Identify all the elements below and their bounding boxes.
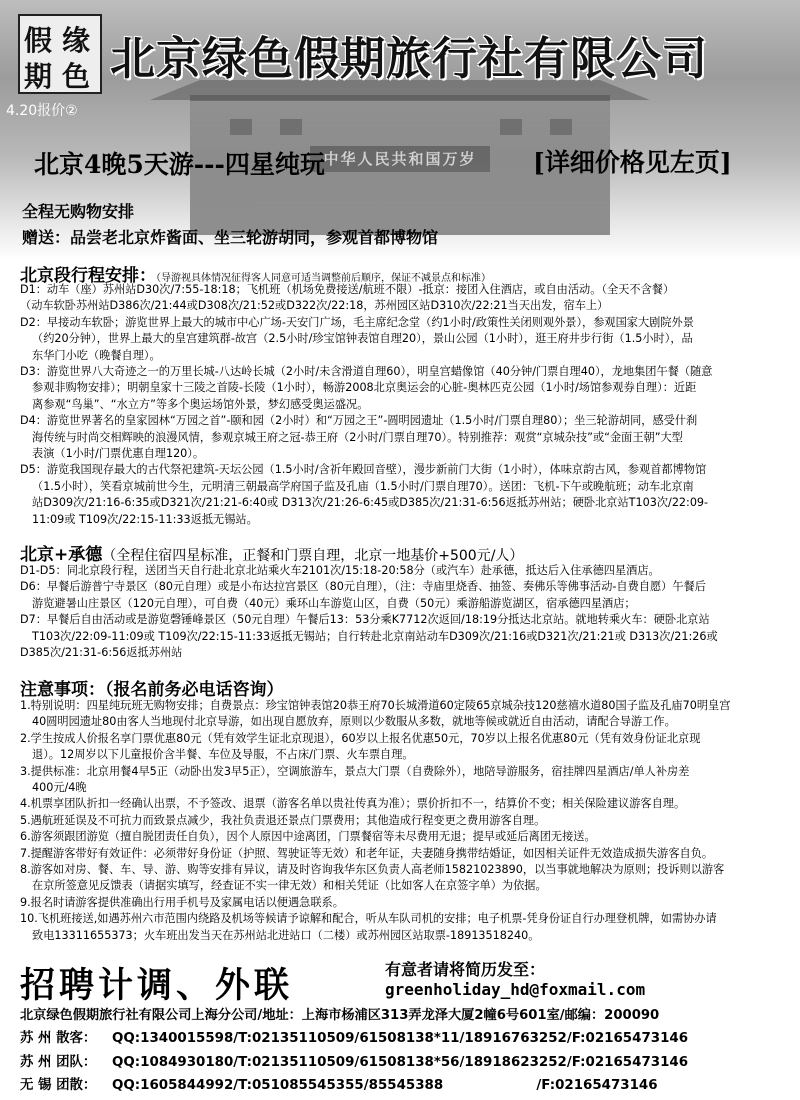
svg-text:色: 色 — [62, 60, 91, 92]
text-line: D1：动车（座）苏州站D30次/7:55-18:18；飞机班（机场免费接送/航班不限）-抵京：接团入住酒店，或自由活动。（全天不含餐） — [20, 283, 675, 296]
text-line: （约20分钟），世界上最大的皇宫建筑群-故宫（2.5小时/珍宝馆钟表馆自理20），景山公园（1小时），逛王府井步行街（1.5小时），品 — [32, 332, 693, 346]
text-line: 3.提供标准：北京用餐4早5正（动卧出发3早5正），空调旅游车，景点大门票（自费除外），地陪导游服务，宿挂牌四星酒店/单人补房差 — [20, 764, 690, 778]
text-line: 400元/4晚 — [32, 781, 87, 795]
gate-window — [550, 119, 572, 135]
text-line: 10.飞机班接送,如遇苏州六市范围内绕路及机场等候请予谅解和配合，听从车队司机的安排；电子机票-凭身份证自行办理登机牌，如需协办请 — [20, 912, 717, 926]
notice-title: 注意事项：（报名前务必电话咨询） — [20, 680, 284, 700]
text-line: （1.5小时），笑看京城前世今生，元明清三朝最高学府国子监及孔庙（1.5小时/门票自理70）。送团：飞机-下午或晚航班；动车北京南 — [32, 479, 694, 493]
text-line: D4：游览世界著名的皇家园林“万园之首”-颐和园（2小时）和“万园之王”-圆明园遗址（1.5小时/门票自理80）；坐三轮游胡同，感受什刹 — [20, 414, 698, 428]
chengde-section-title — [20, 540, 523, 565]
company-logo — [18, 14, 102, 94]
beijing-note: （导游视具体情况征得客人同意可适当调整前后顺序，保证不减景点和标准） — [156, 273, 491, 284]
contact-row — [20, 1074, 658, 1093]
gate-window — [500, 119, 522, 135]
text-line: D5：游览我国现存最大的古代祭祀建筑-天坛公园（1.5小时/含祈年殿回音壁），漫步新前门大街（1小时），体味京韵古风，参观首都博物馆 — [20, 463, 707, 477]
gate-window — [280, 119, 302, 135]
beijing-itinerary — [20, 282, 790, 528]
tour-title: 北京4晚5天游---四星纯玩 — [34, 150, 325, 179]
text-line: 退）。12周岁以下儿童报价含半餐、车位及导服，不占床/门票、火车票自理。 — [32, 748, 414, 762]
text-line: 1.特别说明：四星纯玩班无购物安排；自费景点：珍宝馆钟表馆20恭王府70长城滑道60定陵65京城杂技120慈禧水道80国子监及孔庙70明皇宫 — [20, 699, 731, 712]
text-line: 表演（1小时/门票优惠自理120）。 — [32, 447, 205, 461]
text-line: D3：游览世界八大奇迹之一的万里长城-八达岭长城（2小时/未含滑道自理60），明皇宫蜡像馆（40分钟/门票自理40），龙地集团午餐（随意 — [20, 365, 713, 379]
text-line: 4.机票享团队折扣一经确认出票，不予签改、退票（游客名单以贵社传真为准）；票价折扣不一，结算价不变；相关保险建议游客自理。 — [20, 797, 686, 811]
chengde-itinerary — [20, 563, 790, 661]
text-line: 9.报名时请游客提供准确出行用手机号及家属电话以便遇急联系。 — [20, 895, 344, 909]
logo-seal-icon — [20, 16, 100, 92]
svg-text:缘: 缘 — [62, 24, 91, 57]
contact-label: 无 锡 团散： — [20, 1078, 97, 1093]
contact-row — [20, 1051, 688, 1070]
no-shopping-note: 全程无购物安排 — [22, 202, 135, 221]
price-note: [详细价格见左页] — [533, 148, 732, 177]
notice-section-title — [20, 675, 284, 700]
text-line: T103次/22:09-11:09或 T109次/22:15-11:33返抵无锡站；自行转赴北京南站动车D309次/21:16或D321次/21:21或 D313次/21:26或 — [32, 629, 718, 643]
text-line: 站D309次/21:16-6:35或D321次/21:21-6:40或 D313次/21:26-6:45或D385次/21:31-6:56返抵苏州站；硬卧北京站T103次/22:09- — [32, 496, 709, 510]
quote-version: 4.20报价② — [6, 103, 78, 119]
text-line: 在京所签意见反馈表（请据实填写，经查证不实一律无效）和相关凭证（比如客人在京签字单）为依据。 — [32, 879, 547, 893]
chengde-title: 北京+承德 — [20, 545, 103, 565]
text-line: （动车软卧苏州站D386次/21:44或D308次/21:52或D322次/22:18，苏州园区站D310次/22:21当天出发，宿车上） — [20, 299, 609, 313]
text-line: 致电13311655373；火车班出发当天在苏州站北进站口（二楼）或苏州园区站取票-18913518240。 — [32, 928, 540, 942]
text-line: D1-D5：同北京段行程，送团当天自行赴北京北站乘火车2101次/15:18-20:58分（或汽车）赴承德，抵达后入住承德四星酒店。 — [20, 564, 660, 577]
text-line: D6：早餐后游普宁寺景区（80元自理）或是小布达拉宫景区（80元自理），（注：寺庙里烧香、抽签、奏佛乐等佛事活动-自费自愿）午餐后 — [20, 580, 706, 594]
text-line: 40圆明园遗址80由客人当地现付北京导游，如出现自愿放弃，原则以少数服从多数，就地等候或就近自由活动，请配合导游工作。 — [32, 715, 676, 729]
text-line: 游览避暑山庄景区（120元自理），可自费（40元）乘环山车游览山区，自费（50元）乘游船游览湖区，宿承德四星酒店； — [32, 596, 636, 610]
beijing-title: 北京段行程安排： — [20, 266, 156, 286]
text-line: 离参观“鸟巢”、“水立方”等多个奥运场馆外景，梦幻感受奥运盛况。 — [32, 397, 369, 411]
company-address: 北京绿色假期旅行社有限公司上海分公司/地址：上海市杨浦区313弄龙泽大厦2幢6号601室/邮编：200090 — [20, 1008, 660, 1023]
text-line: D2：早接动车软卧；游览世界上最大的城市中心广场-天安门广场，毛主席纪念堂（约1小时/政策性关闭则观外景），参观国家大剧院外景 — [20, 315, 694, 329]
contact-value: QQ:1605844992/T:051085545355/85545388 /F:02165473146 — [112, 1078, 658, 1093]
svg-text:假: 假 — [24, 24, 53, 57]
contact-value: QQ:1084930180/T:02135110509/61508138*56/18918623252/F:02165473146 — [112, 1055, 689, 1070]
text-line: 5.遇航班延误及不可抗力而致景点减少，我社负责退还景点门票费用；其他造成行程变更之费用游客自理。 — [20, 813, 546, 827]
recruit-heading: 招聘计调、外联 — [20, 966, 294, 1006]
text-line: D385次/21:31-6:56返抵苏州站 — [20, 646, 183, 660]
text-line: 7.提醒游客带好有效证件：必须带好身份证（护照、驾驶证等无效）和老年证，夫妻随身携带结婚证，如因相关证件无效造成损失游客自负。 — [20, 846, 714, 860]
text-line: 8.游客如对房、餐、车、导、游、购等安排有异议，请及时咨询我华东区负责人高老师15821023890，以当事就地解决为原则；投诉则以游客 — [20, 863, 725, 877]
recruit-email[interactable]: greenholiday_hd@foxmail.com — [385, 980, 646, 999]
chengde-note: （全程住宿四星标准，正餐和门票自理，北京一地基价+500元/人） — [102, 548, 524, 564]
gate-window — [230, 119, 252, 135]
notice-list — [20, 698, 790, 944]
gift-note: 赠送：品尝老北京炸酱面、坐三轮游胡同，参观首都博物馆 — [22, 228, 439, 247]
contact-row — [20, 1027, 688, 1046]
text-line: 2.学生按成人价报名享门票优惠80元（凭有效学生证北京现退），60岁以上报名优惠50元，70岁以上报名优惠80元（凭有效身份证北京现 — [20, 731, 701, 745]
text-line: 参观非购物安排）；明朝皇家十三陵之首陵-长陵（1小时），畅游2008北京奥运会的心脏-奥林匹克公园（1小时/场馆参观券自理）：近距 — [32, 381, 697, 395]
svg-text:期: 期 — [24, 60, 53, 92]
recruit-contact — [385, 960, 645, 1000]
text-line: 海传统与时尚交相辉映的浪漫风情，参观京城王府之冠-恭王府（2小时/门票自理70）。特别推荐：观赏“京城杂技”或“金面王朝”大型 — [32, 430, 683, 444]
contact-label: 苏 州 团队： — [20, 1055, 97, 1070]
text-line: 东华门小吃（晚餐自理）。 — [32, 348, 161, 362]
text-line: D7：早餐后自由活动或是游览磬锤峰景区（50元自理）午餐后13：53分乘K7712次返回/18:19分抵达北京站。就地转乘火车：硬卧北京站 — [20, 613, 710, 627]
text-line: 6.游客须跟团游览（擅自脱团责任自负），因个人原因中途离团，门票餐宿等未尽费用无退；提早或延后离团无接送。 — [20, 830, 596, 844]
contact-label: 苏 州 散客： — [20, 1031, 97, 1046]
contact-value: QQ:1340015598/T:02135110509/61508138*11/18916763252/F:02165473146 — [112, 1031, 689, 1046]
text-line: 11:09或 T109次/22:15-11:33返抵无锡站。 — [32, 512, 258, 526]
recruit-instruction: 有意者请将简历发至： — [385, 960, 546, 979]
company-name: 北京绿色假期旅行社有限公司 — [110, 32, 709, 85]
gate-plaque: 中华人民共和国万岁 — [310, 146, 490, 172]
